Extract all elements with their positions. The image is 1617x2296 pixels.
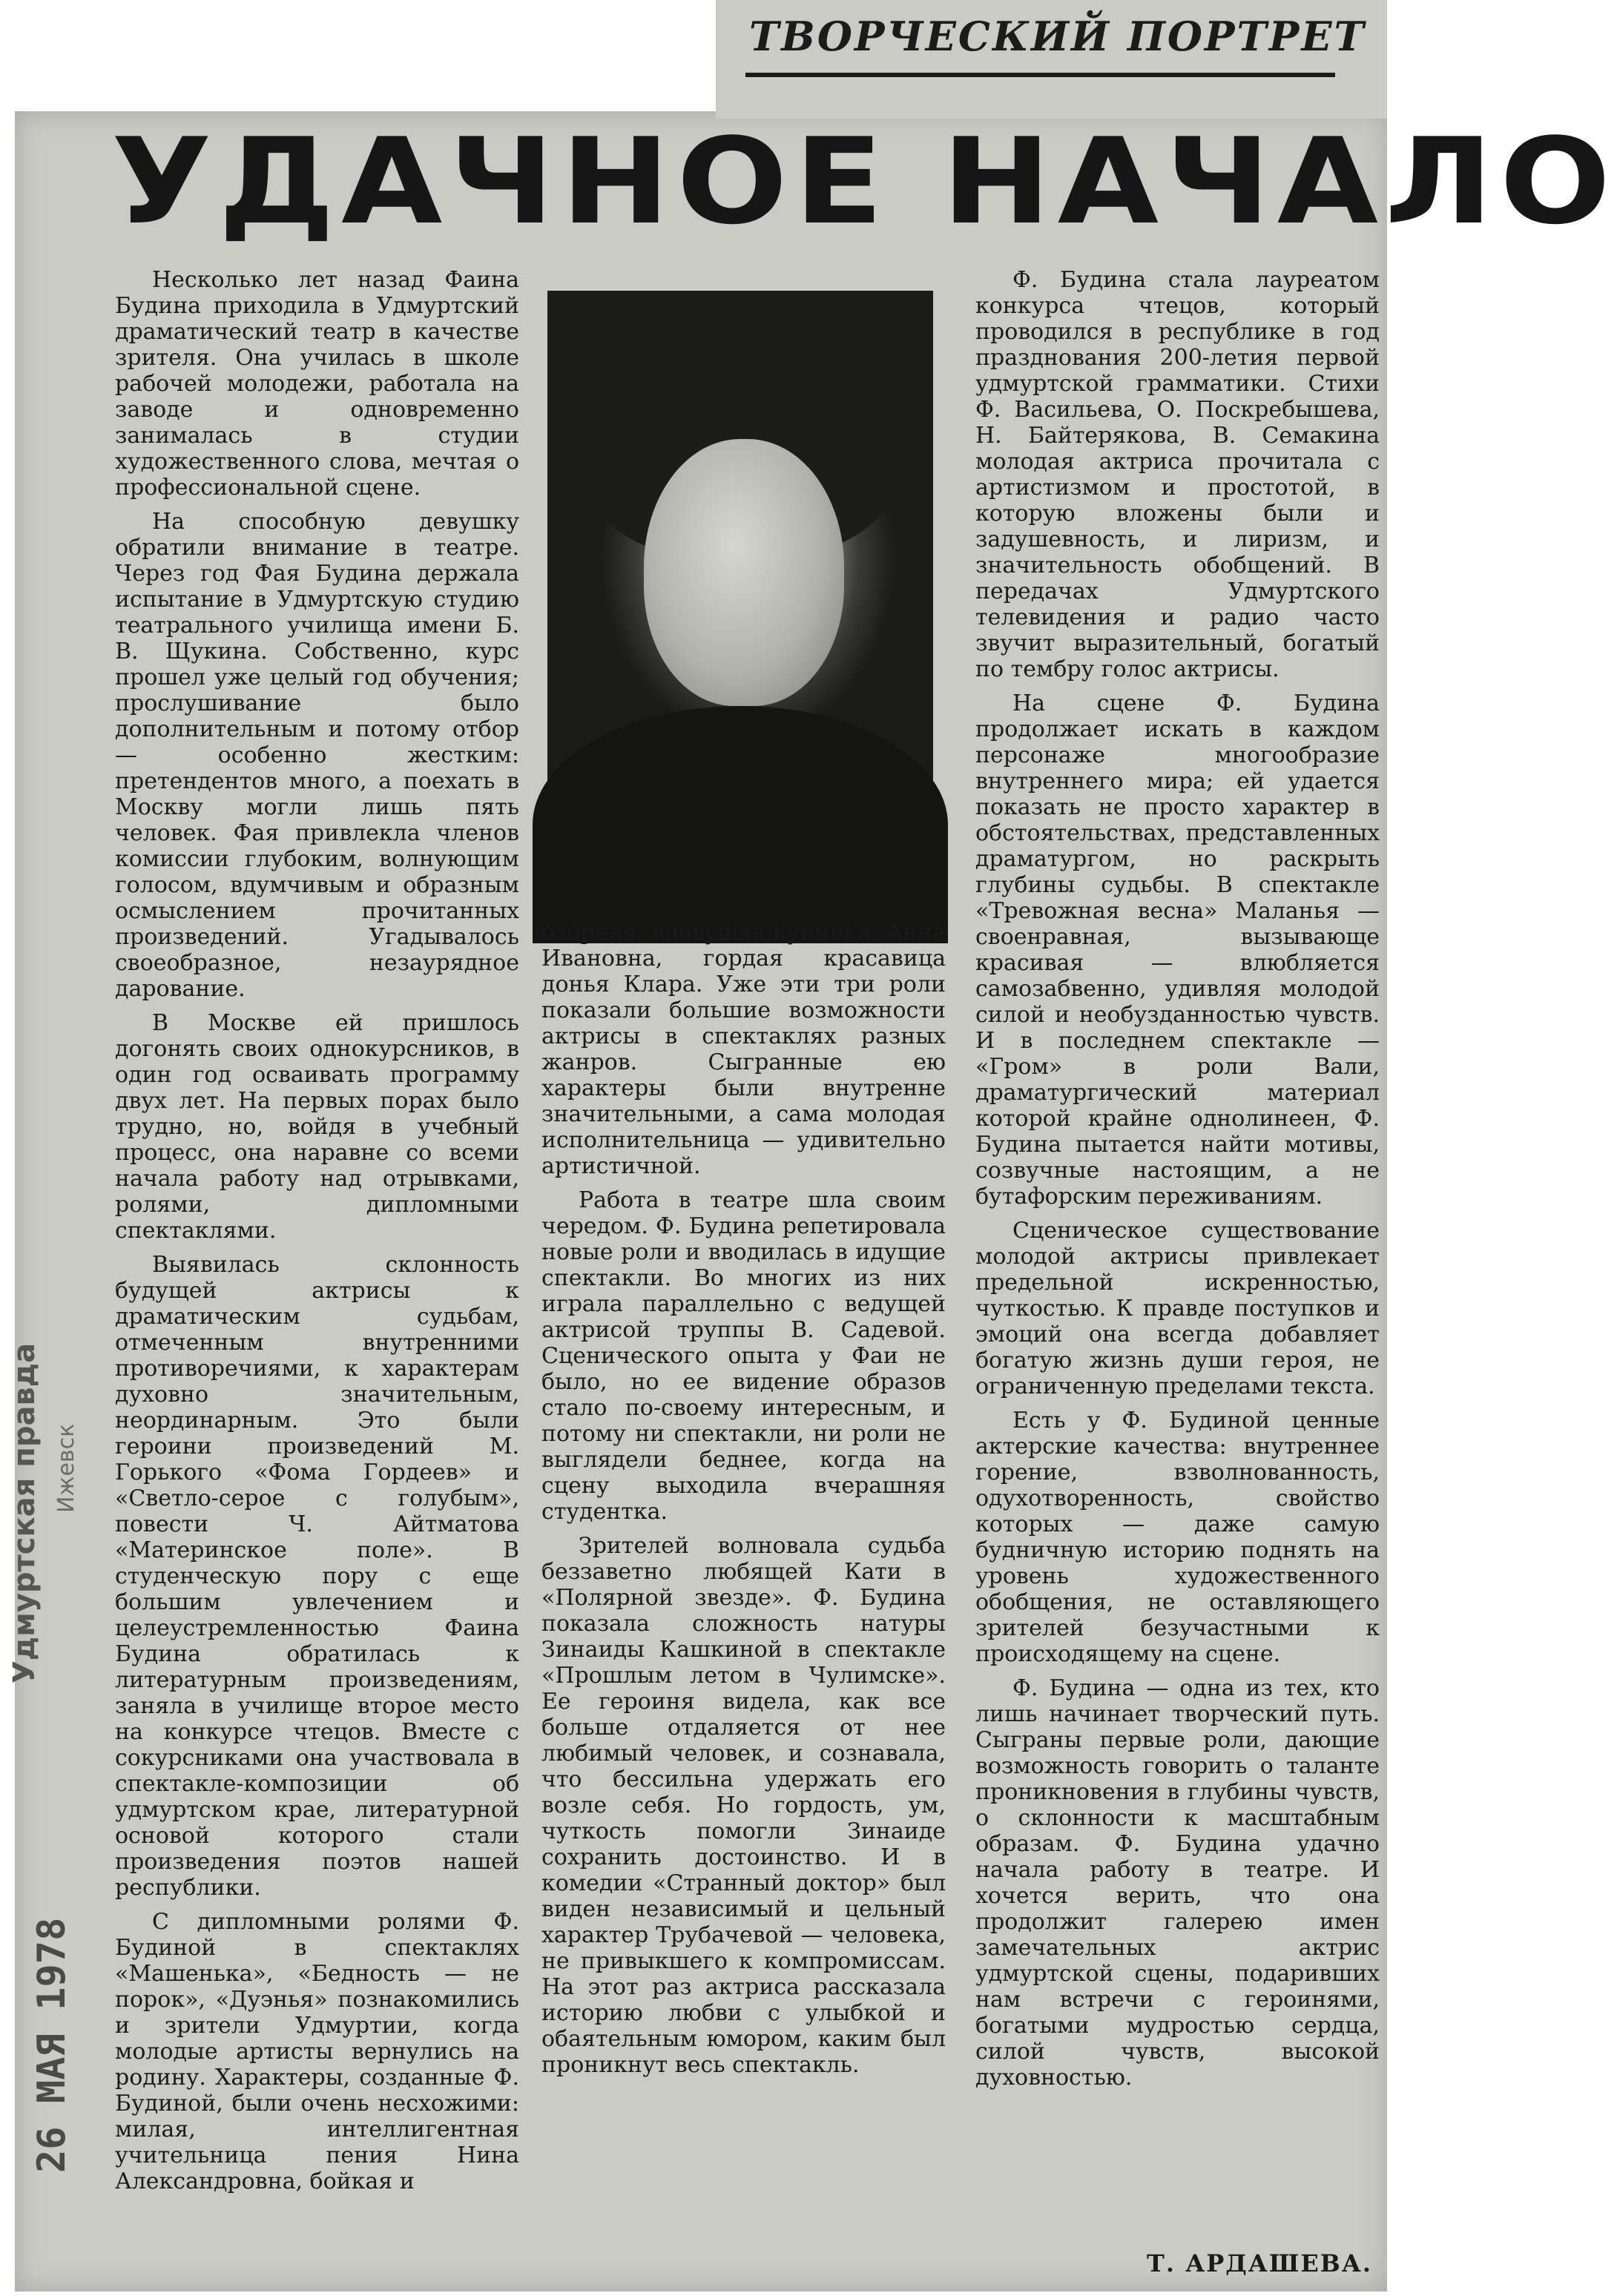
portrait-photo [547,291,933,897]
paragraph: На способную девушку обратили внимание в театре. Через год Фая Будина держала испытание в Удмуртскую студию театрального училища имени Б. В. Щукина. Собственно, курс прошел уже целый год обучения; прослушивание было дополнительным и потому отбор — особенно жестким: претендентов много, а поехать в Москву могли лишь пять человек. Фая привлекла членов комиссии глубоким, волнующим голосом, вдумчивым и образным осмыслением прочитанных произведений. Угадывалось своеобразное, незаурядное дарование. [115,509,519,1002]
paragraph: Ф. Будина стала лауреатом конкурса чтецов, который проводился в республике в год празднования 200-летия первой удмуртской грамматики. Стихи Ф. Васильева, О. Поскребышева, Н. Байтерякова, В. Семакина молодая актриса прочитала с артистизмом и простотой, в которую вложены были и задушевность, и лиризм, и значительность обобщений. В передачах Удмуртского телевидения и радио часто звучит выразительный, богатый по тембру голос актрисы. [975,267,1380,682]
paragraph: В Москве ей пришлось догонять своих однокурсников, в один год осваивать программу двух лет. На первых порах было трудно, но, войдя в учебный процесс, она наравне со всеми начала работу над отрывками, ролями, дипломными спектаклями. [115,1010,519,1244]
archive-stamp-city: Ижевск [53,1423,79,1513]
archive-stamp-newspaper: Удмуртская правда [7,1342,42,1683]
paragraph: Несколько лет назад Фаина Будина приходила в Удмуртский драматический театр в качестве зрителя. Она училась в школе рабочей молодежи, работала на заводе и одновременно занималась в студии художественного слова, мечтая о профессиональной сцене. [115,267,519,501]
paragraph: озорная вдовушка-купчиха Анна Ивановна, гордая красавица донья Клара. Уже эти три роли показали большие возможности актрисы в спектаклях разных жанров. Сыгранные ею характеры были внутренне значительными, а сама молодая исполнительница — удивительно артистичной. [541,920,946,1179]
column-2 [541,920,946,2086]
paragraph: Сценическое существование молодой актрисы привлекает предельной искренностью, чуткостью. К правде поступков и эмоций она всегда добавляет богатую жизнь души героя, не ограниченную пределами текста. [975,1218,1380,1399]
column-1 [115,267,519,2203]
column-3 [975,267,1380,2099]
paragraph: На сцене Ф. Будина продолжает искать в каждом персонаже многообразие внутреннего мира; ей удается показать не просто характер в обстоятельствах, представленных драматургом, но раскрыть глубины судьбы. В спектакле «Тревожная весна» Маланья — своенравная, вызывающе красивая — влюбляется самозабвенно, удивляя молодой силой и необузданностью чувств. И в последнем спектакле — «Гром» в роли Вали, драматургический материал которой крайне однолинеен, Ф. Будина пытается найти мотивы, созвучные настоящим, а не бутафорским переживаниям. [975,690,1380,1210]
paragraph: С дипломными ролями Ф. Будиной в спектаклях «Машенька», «Бедность — не порок», «Дуэнья» познакомились и зрители Удмуртии, когда молодые артисты вернулись на родину. Характеры, созданные Ф. Будиной, были очень несхожими: милая, интеллигентная учительница пения Нина Александровна, бойкая и [115,1909,519,2194]
paragraph: Зрителей волновала судьба беззаветно любящей Кати в «Полярной звезде». Ф. Будина показала сложность натуры Зинаиды Кашкиной в спектакле «Прошлым летом в Чулимске». Ее героиня видела, как все больше отдаляется от нее любимый человек, и сознавала, что бессильна удержать его возле себя. Но гордость, ум, чуткость помогли Зинаиде сохранить достоинство. И в комедии «Странный доктор» был виден независимый и цельный характер Трубачевой — человека, не привыкшего к компромиссам. На этот раз актриса рассказала историю любви с улыбкой и обаятельным юмором, каким был проникнут весь спектакль. [541,1533,946,2078]
paragraph: Есть у Ф. Будиной ценные актерские качества: внутреннее горение, взволнованность, одухотворенность, свойство которых — даже самую будничную историю поднять на уровень художественного обобщения, не оставляющего зрителей безучастными к происходящему на сцене. [975,1408,1380,1667]
paragraph: Работа в театре шла своим чередом. Ф. Будина репетировала новые роли и вводилась в идущие спектакли. Во многих из них играла параллельно с ведущей актрисой труппы В. Садевой. Сценического опыта у Фаи не было, но ее видение образов стало по-своему интересным, и потому ни спектакли, ни роли не выглядели беднее, когда на сцену выходила вчерашняя студентка. [541,1187,946,1525]
rubric-underline [745,73,1335,77]
photo-shoulders [533,706,948,943]
paragraph: Выявилась склонность будущей актрисы к драматическим судьбам, отмеченным внутренними противоречиями, к характерам духовно значительным, неординарным. Это были героини произведений М. Горького «Фома Гордеев» и «Светло-серое с голубым», повести Ч. Айтматова «Материнское поле». В студенческую пору с еще большим увлечением и целеустремленностью Фаина Будина обратилась к литературным произведениям, заняла в училище второе место на конкурсе чтецов. Вместе с сокурсниками она участвовала в спектакле-композиции об удмуртском крае, литературной основой которого стали произведения поэтов нашей республики. [115,1252,519,1901]
article-headline: УДАЧНОЕ НАЧАЛО [111,112,1617,251]
author-signature: Т. АРДАШЕВА. [1147,2249,1372,2277]
paragraph: Ф. Будина — одна из тех, кто лишь начинает творческий путь. Сыграны первые роли, дающие возможность говорить о таланте проникновения в глубины чувств, о склонности к масштабным образам. Ф. Будина удачно начала работу в театре. И хочется верить, что она продолжит галерею имен замечательных актрис удмуртской сцены, подаривших нам встречи с героинями, богатыми мудростью сердца, силой чувств, высокой духовностью. [975,1675,1380,2091]
photo-face [644,439,844,706]
archive-stamp-date: 26 МАЯ 1978 [30,1917,74,2173]
rubric-heading: ТВОРЧЕСКИЙ ПОРТРЕТ [749,13,1366,60]
